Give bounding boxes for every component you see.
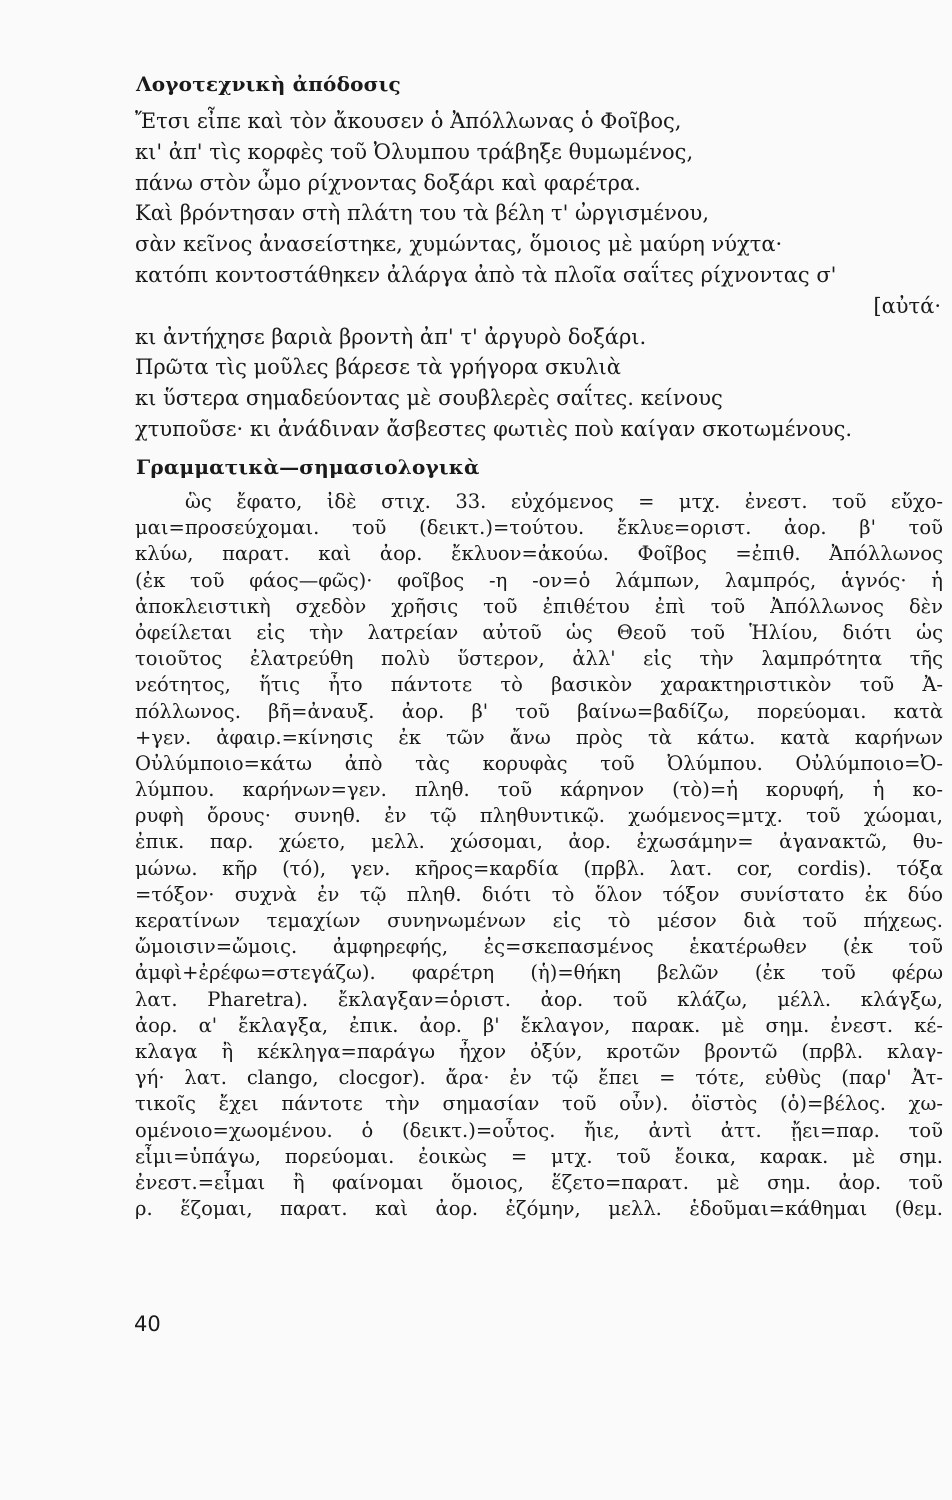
commentary-line: ομένοιο=χωομένου. ὁ (δεικτ.)=οὗτος. ἤιε, ἀντὶ ἀττ. ᾔει=παρ. τοῦ (135, 1118, 943, 1142)
commentary-line: πόλλωνος. βῆ=ἀναυξ. ἀορ. β' τοῦ βαίνω=βαδίζω, πορεύομαι. κατὰ (135, 699, 943, 723)
commentary-line: κλύω, παρατ. καὶ ἀορ. ἔκλυον=ἀκούω. Φοῖβος =ἐπιθ. Ἀπόλλωνος (135, 542, 943, 566)
grammar-commentary (135, 489, 943, 1222)
poem-line: Καὶ βρόντησαν στὴ πλάτη του τὰ βέλη τ' ὠργισμένου, (135, 201, 710, 226)
commentary-line: γή· λατ. clango, clocgor). ἄρα· ἐν τῷ ἔπει = τότε, εὐθὺς (παρ' Ἀτ- (135, 1066, 943, 1090)
poem-translation (135, 106, 943, 445)
commentary-line: ρυφὴ ὄρους· συνηθ. ἐν τῷ πληθυντικῷ. χωόμενος=μτχ. τοῦ χώομαι, (135, 804, 943, 828)
poem-line: Ἔτσι εἶπε καὶ τὸν ἄκουσεν ὁ Ἀπόλλωνας ὁ Φοῖβος, (135, 109, 682, 133)
commentary-line: ἐνεστ.=εἶμαι ἢ φαίνομαι ὅμοιος, ἕζετο=παρατ. μὲ σημ. ἀορ. τοῦ (135, 1170, 943, 1194)
poem-line-continuation: [αὐτά· (873, 293, 941, 318)
commentary-line: (ἐκ τοῦ φάος—φῶς)· φοῖβος -η -ον=ὁ λάμπων, λαμπρός, ἁγνός· ἡ (135, 568, 943, 592)
commentary-line: κλαγα ἢ κέκληγα=παράγω ἦχον ὀξύν, κροτῶν βροντῶ (πρβλ. κλαγ- (135, 1039, 943, 1063)
section-heading-grammar: Γραμματικὰ—σημασιολογικὰ (136, 455, 480, 479)
commentary-line: ὣς ἔφατο, ἰδὲ στιχ. 33. εὐχόμενος = μτχ. ἐνεστ. τοῦ εὔχο- (185, 490, 943, 513)
page-number: 40 (134, 1312, 161, 1336)
commentary-line: εἶμι=ὑπάγω, πορεύομαι. ἐοικὼς = μτχ. τοῦ ἔοικα, καρακ. μὲ σημ. (135, 1144, 943, 1168)
commentary-line: τοιοῦτος ἐλατρεύθη πολὺ ὕστερον, ἀλλ' εἰς τὴν λαμπρότητα τῆς (135, 647, 943, 671)
commentary-line: μαι=προσεύχομαι. τοῦ (δεικτ.)=τούτου. ἔκλυε=οριστ. ἀορ. β' τοῦ (135, 516, 943, 540)
poem-line: κι' ἀπ' τὶς κορφὲς τοῦ Ὀλυμπου τράβηξε θυμωμένος, (135, 139, 694, 164)
commentary-line: λύμπου. καρήνων=γεν. πληθ. τοῦ κάρηνον (τὸ)=ἡ κορυφή, ἡ κο- (135, 778, 943, 802)
commentary-line: ἀποκλειστικὴ σχεδὸν χρῆσις τοῦ ἐπιθέτου ἐπὶ τοῦ Ἀπόλλωνος δὲν (135, 594, 943, 618)
commentary-line: +γεν. ἀφαιρ.=κίνησις ἐκ τῶν ἄνω πρὸς τὰ κάτω. κατὰ καρήνων (135, 725, 943, 749)
commentary-line: ἀμφὶ+ἐρέφω=στεγάζω). φαρέτρη (ἡ)=θήκη βελῶν (ἐκ τοῦ φέρω (135, 961, 943, 985)
poem-line: κι ὕστερα σημαδεύοντας μὲ σουβλερὲς σαΐτες. κείνους (135, 386, 723, 411)
commentary-line: ὤμοισιν=ὤμοις. ἀμφηρεφής, ἐς=σκεπασμένος ἑκατέρωθεν (ἐκ τοῦ (135, 935, 943, 959)
commentary-line: νεότητος, ἥτις ἦτο πάντοτε τὸ βασικὸν χαρακτηριστικὸν τοῦ Ἀ- (135, 673, 943, 697)
commentary-line: ὀφείλεται εἰς τὴν λατρείαν αὐτοῦ ὡς Θεοῦ τοῦ Ἡλίου, διότι ὡς (135, 620, 943, 644)
poem-line: πάνω στὸν ὦμο ρίχνοντας δοξάρι καὶ φαρέτρα. (135, 170, 641, 195)
section-heading-translation: Λογοτεχνικὴ ἀπόδοσις (136, 72, 401, 96)
commentary-line: μώνω. κῆρ (τό), γεν. κῆρος=καρδία (πρβλ. λατ. cor, cordis). τόξα (135, 856, 943, 880)
poem-line: χτυποῦσε· κι ἀνάδιναν ἄσβεστες φωτιὲς ποὺ καίγαν σκοτωμένους. (135, 416, 853, 441)
commentary-line: ἀορ. α' ἔκλαγξα, ἐπικ. ἀορ. β' ἔκλαγον, παρακ. μὲ σημ. ἐνεστ. κέ- (135, 1013, 943, 1037)
commentary-line: λατ. Pharetra). ἔκλαγξαν=ὁριστ. ἀορ. τοῦ κλάζω, μέλλ. κλάγξω, (135, 987, 943, 1011)
poem-line: σὰν κεῖνος ἀνασείστηκε, χυμώντας, ὅμοιος μὲ μαύρη νύχτα· (135, 232, 783, 257)
poem-line: κι ἀντήχησε βαριὰ βροντὴ ἀπ' τ' ἀργυρὸ δοξάρι. (135, 324, 647, 349)
poem-line: κατόπι κοντοστάθηκεν ἀλάργα ἀπὸ τὰ πλοῖα σαΐτες ρίχνοντας σ' (135, 262, 837, 287)
commentary-line: =τόξον· συχνὰ ἐν τῷ πληθ. διότι τὸ ὅλον τόξον συνίστατο ἐκ δύο (135, 882, 943, 906)
commentary-line: Οὐλύμποιο=κάτω ἀπὸ τὰς κορυφὰς τοῦ Ὀλύμπου. Οὐλύμποιο=Ὀ- (135, 751, 943, 775)
commentary-line: ἐπικ. παρ. χώετο, μελλ. χώσομαι, ἀορ. ἐχωσάμην= ἀγανακτῶ, θυ- (135, 830, 943, 854)
poem-line: Πρῶτα τὶς μοῦλες βάρεσε τὰ γρήγορα σκυλιὰ (135, 355, 621, 380)
commentary-line: κερατίνων τεμαχίων συνηνωμένων εἰς τὸ μέσον διὰ τοῦ πήχεως. (135, 909, 943, 932)
commentary-line: ρ. ἕζομαι, παρατ. καὶ ἀορ. ἑζόμην, μελλ. ἑδοῦμαι=κάθημαι (θεμ. (135, 1197, 943, 1221)
commentary-line: τικοῖς ἔχει πάντοτε τὴν σημασίαν τοῦ οὖν). ὀϊστὸς (ὁ)=βέλος. χω- (135, 1092, 943, 1116)
